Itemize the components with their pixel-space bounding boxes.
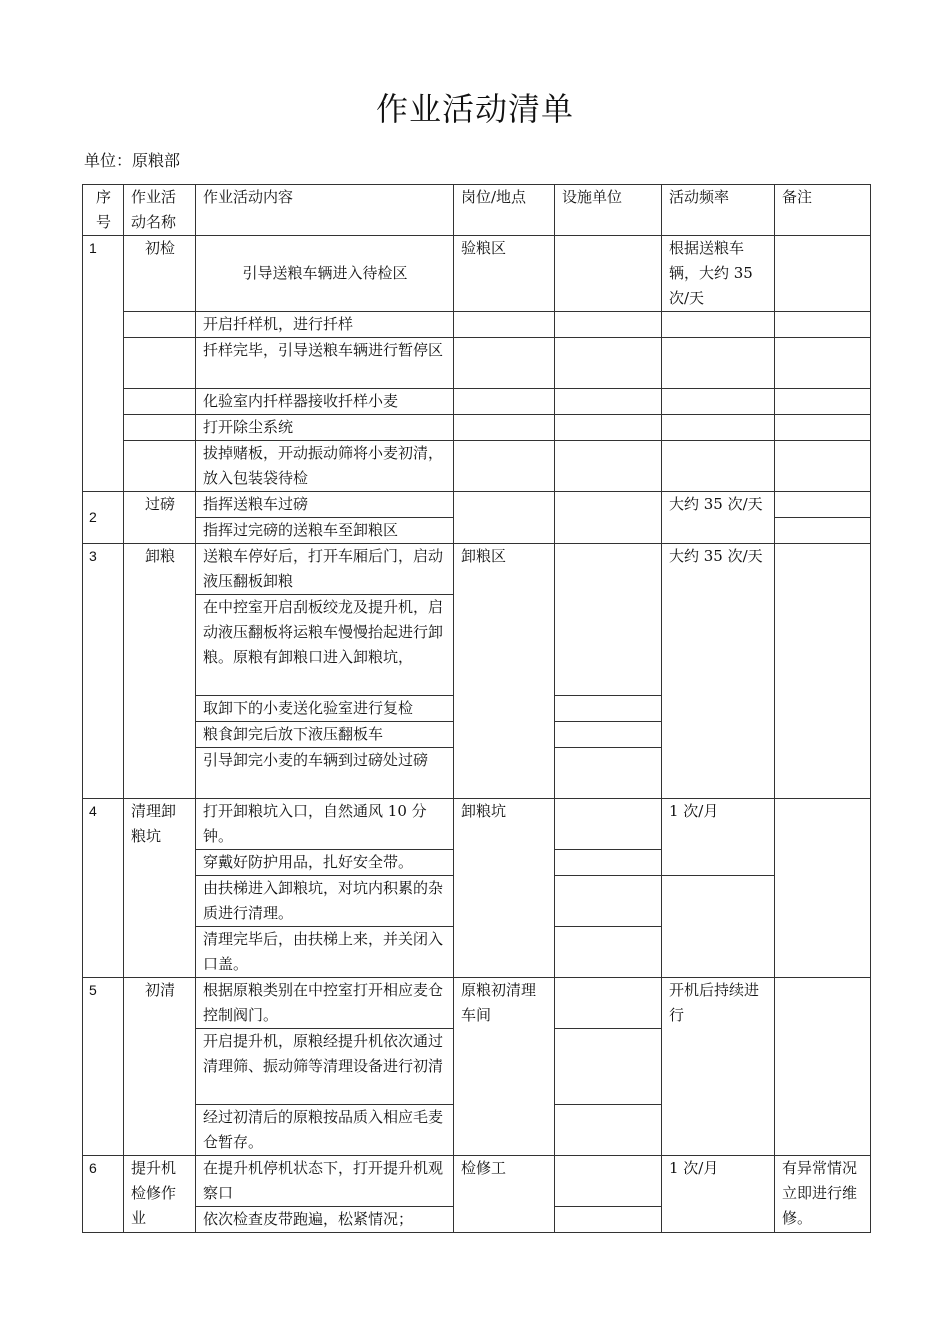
location-cell: 检修工 — [454, 1156, 555, 1233]
facility-cell — [555, 1156, 662, 1207]
header-activity-name: 作业活 动名称 — [124, 185, 196, 236]
unit-label: 单位：原粮部 — [84, 151, 181, 170]
table-row — [83, 544, 871, 595]
table-row — [83, 492, 871, 518]
seq-cell: 1 — [83, 236, 124, 492]
seq-cell: 5 — [83, 978, 124, 1156]
content-cell: 打开卸粮坑入口，自然通风 10 分钟。 — [196, 799, 454, 850]
content-cell: 粮食卸完后放下液压翻板车 — [196, 722, 454, 748]
activity-name-cell: 初检 — [124, 236, 196, 312]
header-location: 岗位/地点 — [454, 185, 555, 236]
content-cell: 化验室内扦样器接收扦样小麦 — [196, 389, 454, 415]
content-cell: 指挥送粮车过磅 — [196, 492, 454, 518]
facility-cell — [555, 799, 662, 850]
content-cell: 依次检查皮带跑遍，松紧情况； — [196, 1207, 454, 1233]
location-cell: 卸粮区 — [454, 544, 555, 799]
location-cell: 原粮初清理车间 — [454, 978, 555, 1156]
content-cell: 打开除尘系统 — [196, 415, 454, 441]
content-cell: 穿戴好防护用品，扎好安全带。 — [196, 850, 454, 876]
activity-table — [82, 184, 871, 1233]
note-cell — [775, 236, 871, 312]
location-cell — [454, 492, 555, 544]
activity-name-cell: 初清 — [124, 978, 196, 1156]
activity-name-cell: 卸粮 — [124, 544, 196, 799]
frequency-cell: 开机后持续进行 — [662, 978, 775, 1156]
table-row — [83, 338, 871, 389]
seq-cell: 3 — [83, 544, 124, 799]
table-row — [83, 312, 871, 338]
table-header-row — [83, 185, 871, 236]
facility-cell — [555, 544, 662, 696]
header-facility: 设施单位 — [555, 185, 662, 236]
table-row — [83, 415, 871, 441]
facility-cell — [555, 492, 662, 544]
seq-cell: 4 — [83, 799, 124, 978]
frequency-cell: 根据送粮车辆，大约 35 次/天 — [662, 236, 775, 312]
content-cell: 开启提升机，原粮经提升机依次通过清理筛、振动筛等清理设备进行初清 — [196, 1029, 454, 1105]
header-seq: 序 号 — [83, 185, 124, 236]
content-cell: 指挥过完磅的送粮车至卸粮区 — [196, 518, 454, 544]
frequency-cell: 1 次/月 — [662, 799, 775, 876]
note-cell — [775, 799, 871, 978]
content-cell: 在中控室开启刮板绞龙及提升机，启动液压翻板将运粮车慢慢抬起进行卸粮。原粮有卸粮口进入卸粮坑， — [196, 595, 454, 696]
note-cell — [775, 492, 871, 518]
content-cell: 经过初清后的原粮按品质入相应毛麦仓暂存。 — [196, 1105, 454, 1156]
frequency-cell: 大约 35 次/天 — [662, 544, 775, 799]
table-row — [83, 441, 871, 492]
frequency-cell: 大约 35 次/天 — [662, 492, 775, 544]
table-row — [83, 799, 871, 850]
content-cell: 根据原粮类别在中控室打开相应麦仓控制阀门。 — [196, 978, 454, 1029]
table-row — [83, 1156, 871, 1207]
frequency-cell: 1 次/月 — [662, 1156, 775, 1233]
content-cell: 扦样完毕，引导送粮车辆进行暂停区 — [196, 338, 454, 389]
content-cell: 在提升机停机状态下，打开提升机观察口 — [196, 1156, 454, 1207]
seq-cell: 6 — [83, 1156, 124, 1233]
table-row — [83, 236, 871, 312]
header-frequency: 活动频率 — [662, 185, 775, 236]
location-cell: 验粮区 — [454, 236, 555, 312]
content-cell: 送粮车停好后，打开车厢后门，启动液压翻板卸粮 — [196, 544, 454, 595]
content-cell: 拔掉赌板，开动振动筛将小麦初清，放入包装袋待检 — [196, 441, 454, 492]
note-cell — [775, 978, 871, 1156]
activity-name-cell: 提升机检修作业 — [124, 1156, 196, 1233]
seq-cell: 2 — [83, 492, 124, 544]
location-cell: 卸粮坑 — [454, 799, 555, 978]
table-row — [83, 978, 871, 1029]
note-cell — [775, 544, 871, 799]
page-title: 作业活动清单 — [375, 90, 574, 128]
content-cell: 取卸下的小麦送化验室进行复检 — [196, 696, 454, 722]
content-cell: 清理完毕后，由扶梯上来，并关闭入口盖。 — [196, 927, 454, 978]
content-cell: 引导送粮车辆进入待检区 — [196, 236, 454, 312]
facility-cell — [555, 978, 662, 1029]
note-cell: 有异常情况立即进行维修。 — [775, 1156, 871, 1233]
header-activity-content: 作业活动内容 — [196, 185, 454, 236]
content-cell: 由扶梯进入卸粮坑，对坑内积累的杂质进行清理。 — [196, 876, 454, 927]
facility-cell — [555, 236, 662, 312]
content-cell: 引导卸完小麦的车辆到过磅处过磅 — [196, 748, 454, 799]
table-row — [83, 389, 871, 415]
content-cell: 开启扦样机，进行扦样 — [196, 312, 454, 338]
header-note: 备注 — [775, 185, 871, 236]
activity-name-cell: 过磅 — [124, 492, 196, 544]
activity-name-cell: 清理卸粮坑 — [124, 799, 196, 978]
